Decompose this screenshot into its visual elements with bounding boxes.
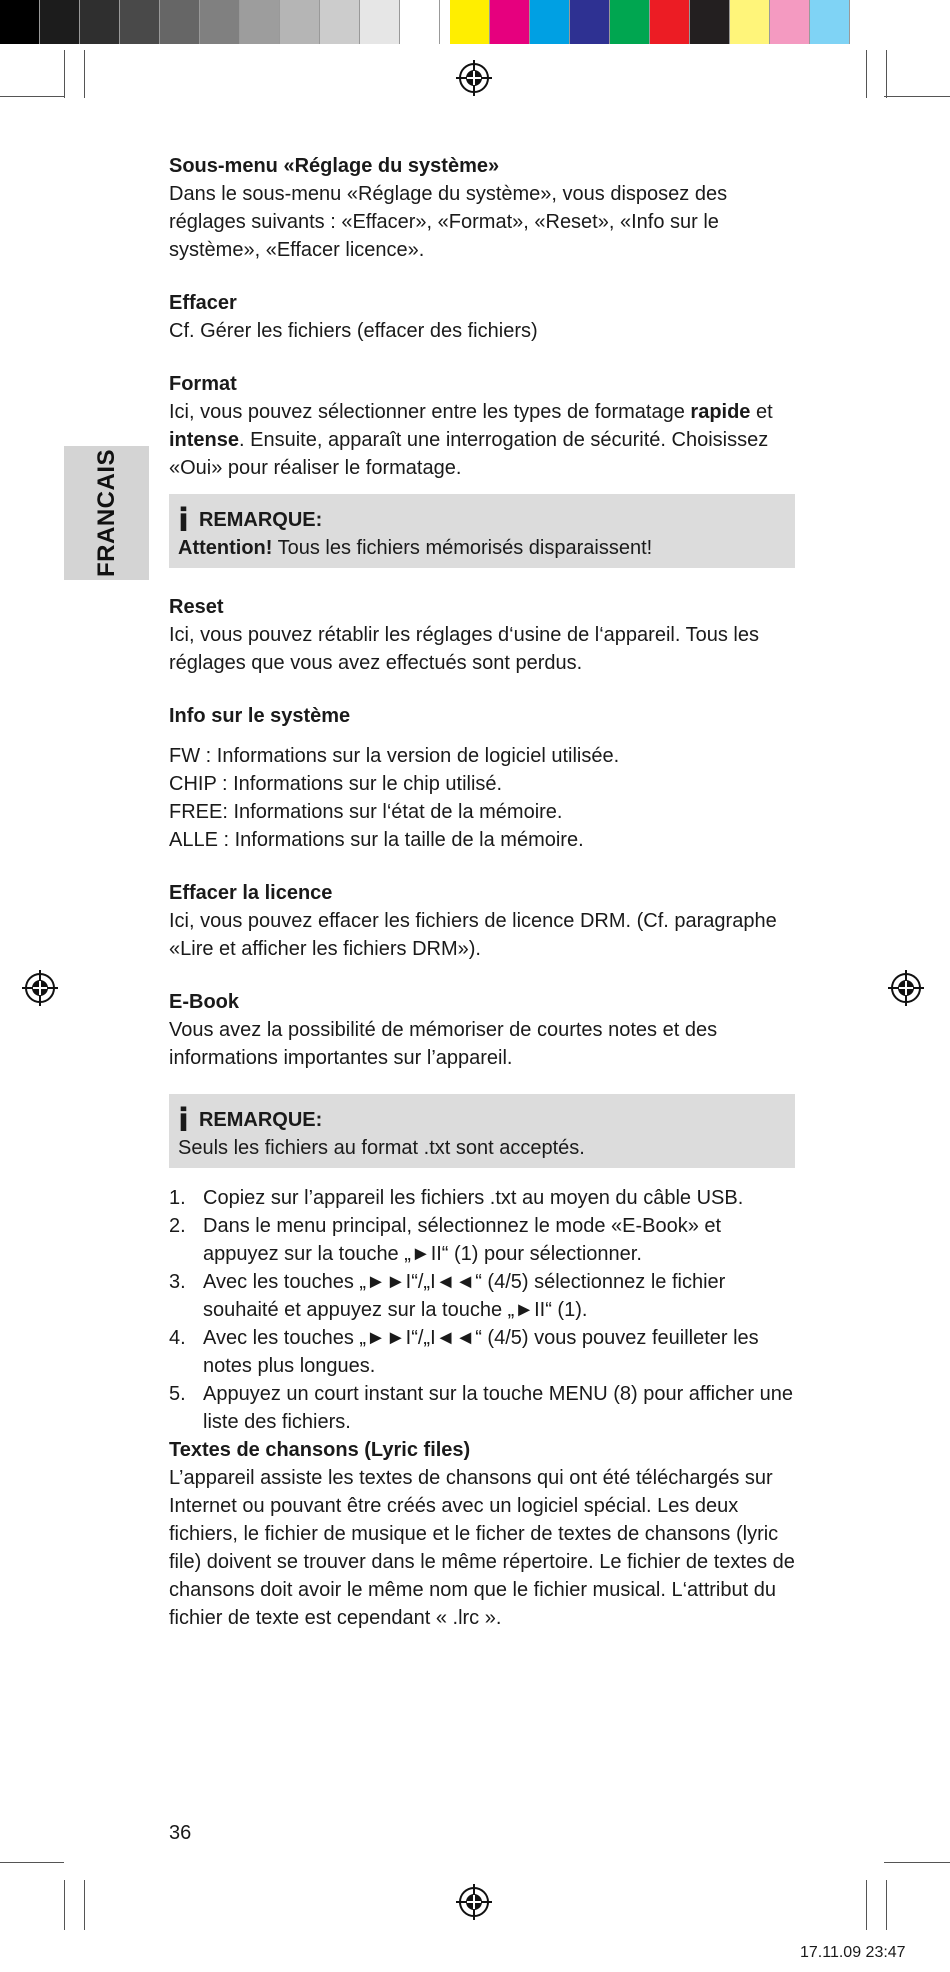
color-swatch — [360, 0, 400, 44]
list-item-text: Avec les touches „►►I“/„I◄◄“ (4/5) vous pouvez feuilleter les notes plus longues. — [203, 1327, 759, 1377]
color-swatch — [320, 0, 360, 44]
ebook-steps-list — [169, 1184, 795, 1436]
crop-mark — [64, 1880, 65, 1930]
color-swatch — [240, 0, 280, 44]
crop-mark — [884, 96, 950, 97]
list-item-number: 1. — [169, 1187, 186, 1209]
color-swatch — [490, 0, 530, 44]
crop-mark — [84, 1880, 85, 1930]
list-item — [169, 1184, 795, 1212]
color-swatch — [610, 0, 650, 44]
format-bold-intense: intense — [169, 429, 240, 451]
section-text-effacer: Cf. Gérer les fichiers (effacer des fichiers) — [169, 320, 538, 342]
registration-mark-icon — [886, 968, 926, 1008]
color-swatch — [730, 0, 770, 44]
color-swatch — [160, 0, 200, 44]
info-lines — [169, 742, 795, 854]
color-swatch — [770, 0, 810, 44]
note-heading-label: REMARQUE: — [198, 509, 323, 531]
language-label: FRANCAIS — [92, 449, 120, 577]
crop-mark — [866, 1880, 867, 1930]
section-title-ebook: E-Book — [169, 991, 239, 1013]
language-side-tab — [64, 446, 149, 580]
print-stamp: 17.11.09 23:47 — [800, 1944, 906, 1961]
crop-mark — [64, 50, 65, 98]
section-text-licence: Ici, vous pouvez effacer les fichiers de licence DRM. (Cf. paragraphe «Lire et afficher les fichiers DRM»). — [169, 910, 777, 960]
list-item — [169, 1324, 795, 1380]
note-text — [178, 534, 787, 562]
note-text: Seuls les fichiers au format .txt sont acceptés. — [178, 1137, 585, 1159]
color-calibration-bar — [0, 0, 850, 44]
color-swatch — [450, 0, 490, 44]
color-swatch — [530, 0, 570, 44]
info-line-fw: FW : Informations sur la version de logiciel utilisée. — [169, 745, 620, 767]
list-item — [169, 1380, 795, 1436]
section-text-ebook: Vous avez la possibilité de mémoriser de courtes notes et des informations importantes sur l’appareil. — [169, 1019, 718, 1069]
note-heading — [178, 501, 787, 539]
crop-mark — [884, 1862, 950, 1863]
crop-mark — [84, 50, 85, 98]
color-swatch — [400, 0, 440, 44]
list-item-text: Dans le menu principal, sélectionnez le mode «E-Book» et appuyez sur la touche „►II“ (1) pour sélectionner. — [203, 1215, 722, 1265]
section-text-reset: Ici, vous pouvez rétablir les réglages d‘usine de l‘appareil. Tous les réglages que vous avez effectués sont perdus. — [169, 624, 759, 674]
crop-mark — [886, 50, 887, 98]
section-text-format — [169, 398, 795, 482]
info-line-free: FREE: Informations sur l‘état de la mémoire. — [169, 801, 563, 823]
format-text-3: . Ensuite, apparaît une interrogation de sécurité. Choisissez «Oui» pour réaliser le formatage. — [169, 429, 769, 479]
format-text-1: Ici, vous pouvez sélectionner entre les types de formatage — [169, 401, 691, 423]
color-swatch — [40, 0, 80, 44]
list-item-number: 3. — [169, 1271, 186, 1293]
color-swatch — [0, 0, 40, 44]
section-title-lyrics: Textes de chansons (Lyric files) — [169, 1439, 471, 1461]
color-swatch — [120, 0, 160, 44]
list-item-number: 5. — [169, 1383, 186, 1405]
color-swatch — [280, 0, 320, 44]
crop-mark — [0, 96, 64, 97]
color-swatch — [200, 0, 240, 44]
section-title-systeme: Sous-menu «Réglage du système» — [169, 155, 500, 177]
format-text-2: et — [750, 401, 773, 423]
note-bold: Attention! — [178, 537, 273, 559]
section-title-effacer: Effacer — [169, 292, 237, 314]
info-icon: i — [178, 501, 189, 539]
info-line-chip: CHIP : Informations sur le chip utilisé. — [169, 773, 503, 795]
color-swatch — [810, 0, 850, 44]
crop-mark — [0, 1862, 64, 1863]
note-heading — [178, 1101, 787, 1139]
note-box-attention — [169, 494, 795, 568]
note-body: Tous les fichiers mémorisés disparaissent! — [272, 537, 653, 559]
color-swatch — [570, 0, 610, 44]
page-content — [169, 152, 795, 1632]
note-heading-label: REMARQUE: — [198, 1109, 323, 1131]
registration-mark-icon — [454, 58, 494, 98]
list-item-text: Appuyez un court instant sur la touche MENU (8) pour afficher une liste des fichiers. — [203, 1383, 793, 1433]
list-item — [169, 1212, 795, 1268]
color-swatch — [650, 0, 690, 44]
info-icon: i — [178, 1101, 189, 1139]
registration-mark-icon — [20, 968, 60, 1008]
crop-mark — [886, 1880, 887, 1930]
section-title-reset: Reset — [169, 596, 224, 618]
list-item-number: 2. — [169, 1215, 186, 1237]
list-item-text: Avec les touches „►►I“/„I◄◄“ (4/5) sélectionnez le fichier souhaité et appuyez sur la touche „►II“ (1). — [203, 1271, 726, 1321]
section-title-format: Format — [169, 373, 237, 395]
info-line-alle: ALLE : Informations sur la taille de la mémoire. — [169, 829, 584, 851]
format-bold-rapide: rapide — [690, 401, 751, 423]
section-text-lyrics: L’appareil assiste les textes de chansons qui ont été téléchargés sur Internet ou pouvant être créés avec un logiciel spécial. Les deux fichiers, le fichier de musique et le ficher de textes de chansons (lyric file) doivent se trouver dans le même répertoire. Le fichier de textes de chansons doit avoir le même nom que le fichier musical. L‘attribut du fichier de texte est cependant « .lrc ». — [169, 1467, 795, 1629]
note-box-txt — [169, 1094, 795, 1168]
list-item-number: 4. — [169, 1327, 186, 1349]
page-number: 36 — [169, 1822, 192, 1844]
section-title-licence: Effacer la licence — [169, 882, 333, 904]
crop-mark — [866, 50, 867, 98]
color-swatch — [690, 0, 730, 44]
section-title-info: Info sur le système — [169, 705, 351, 727]
section-text-systeme: Dans le sous-menu «Réglage du système», vous disposez des réglages suivants : «Effacer», «Format», «Reset», «Info sur le système», «Effacer licence». — [169, 183, 728, 261]
registration-mark-icon — [454, 1882, 494, 1922]
color-swatch — [80, 0, 120, 44]
list-item — [169, 1268, 795, 1324]
list-item-text: Copiez sur l’appareil les fichiers .txt au moyen du câble USB. — [203, 1187, 744, 1209]
